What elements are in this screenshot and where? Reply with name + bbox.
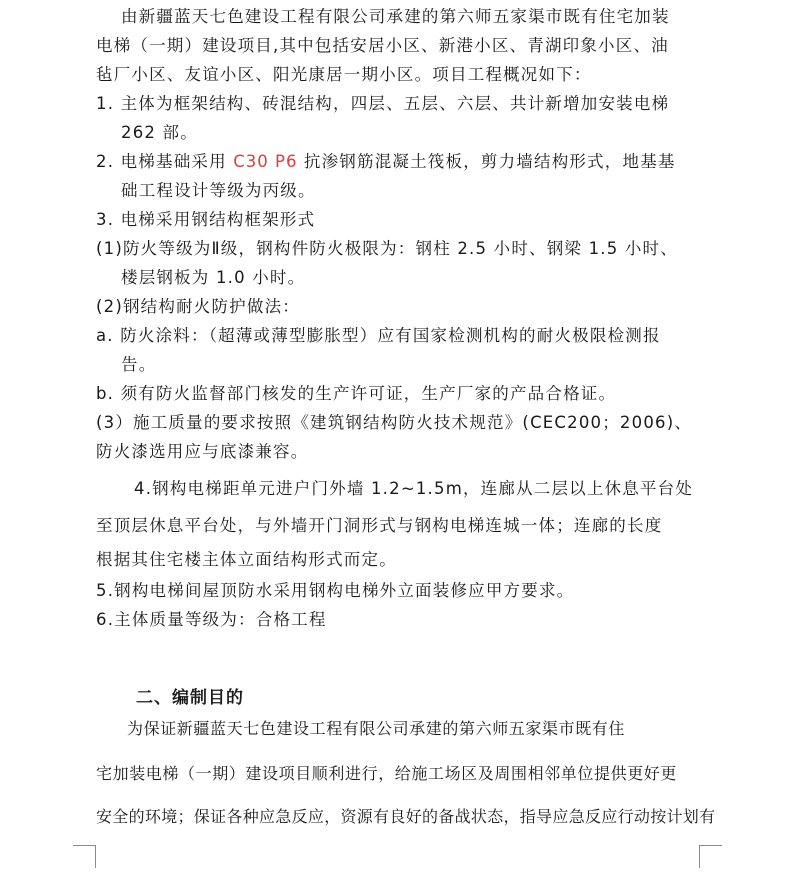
item-1-line-1: 1. 主体为框架结构、砖混结构，四层、五层、六层、共计新增加安装电梯 [96,94,670,113]
item-5-line-1: 5.钢构电梯间屋顶防水采用钢构电梯外立面装修应甲方要求。 [96,581,575,600]
item-1-line-2: 262 部。 [121,123,198,142]
page-margin-corner-right [699,845,722,868]
section-2-line-1: 为保证新疆蓝天七色建设工程有限公司承建的第六师五家渠市既有住 [127,719,626,738]
item-4-line-1: 4.钢构电梯距单元进户门外墙 1.2~1.5m，连廊从二层以上休息平台处 [134,479,694,498]
item-3-line-1: 3. 电梯采用钢结构框架形式 [96,210,316,229]
item-2-prefix: 2. 电梯基础采用 [96,152,234,171]
item-2-line-1 [96,151,676,173]
section-2-line-3: 安全的环境；保证各种应急反应，资源有良好的备战状态，指导应急反应行动按计划有 [96,807,716,826]
item-2-suffix: 抗渗钢筋混凝土筏板，剪力墙结构形式，地基基 [297,152,676,171]
section-2-line-2: 宅加装电梯（一期）建设项目顺利进行，给施工场区及周围相邻单位提供更好更 [96,764,678,783]
sub-3-line-2: 防火漆选用应与底漆兼容。 [96,442,309,461]
sub-1-line-1: (1)防火等级为Ⅱ级，钢构件防火极限为：钢柱 2.5 小时、钢梁 1.5 小时、 [96,239,678,258]
sub-1-line-2: 楼层钢板为 1.0 小时。 [121,268,306,287]
sub-a-line-2: 告。 [121,355,157,374]
intro-line-1: 由新疆蓝天七色建设工程有限公司承建的第六师五家渠市既有住宅加装 [121,7,670,26]
page-margin-corner-left [73,845,96,868]
item-2-line-2: 础工程设计等级为丙级。 [121,181,316,200]
sub-a-line-1: a. 防火涂料：（超薄或薄型膨胀型）应有国家检测机构的耐火极限检测报 [96,326,661,345]
item-4-line-2: 至顶层休息平台处，与外墙开门洞形式与钢构电梯连城一体；连廊的长度 [96,516,663,535]
item-4-line-3: 根据其住宅楼主体立面结构形式而定。 [96,550,397,569]
concrete-grade-highlight: C30 P6 [233,152,298,171]
section-2-heading: 二、编制目的 [136,688,244,708]
sub-2-line-1: (2)钢结构耐火防护做法： [96,297,300,316]
sub-3-line-1: (3）施工质量的要求按照《建筑钢结构防火技术规范》(CEC200；2006)、 [96,413,693,432]
item-6-line-1: 6.主体质量等级为：合格工程 [96,610,327,629]
intro-line-2: 电梯（一期）建设项目,其中包括安居小区、新港小区、青湖印象小区、油 [96,36,669,55]
intro-line-3: 毡厂小区、友谊小区、阳光康居一期小区。项目工程概况如下： [96,65,592,84]
sub-b-line-1: b. 须有防火监督部门核发的生产许可证，生产厂家的产品合格证。 [96,384,617,403]
